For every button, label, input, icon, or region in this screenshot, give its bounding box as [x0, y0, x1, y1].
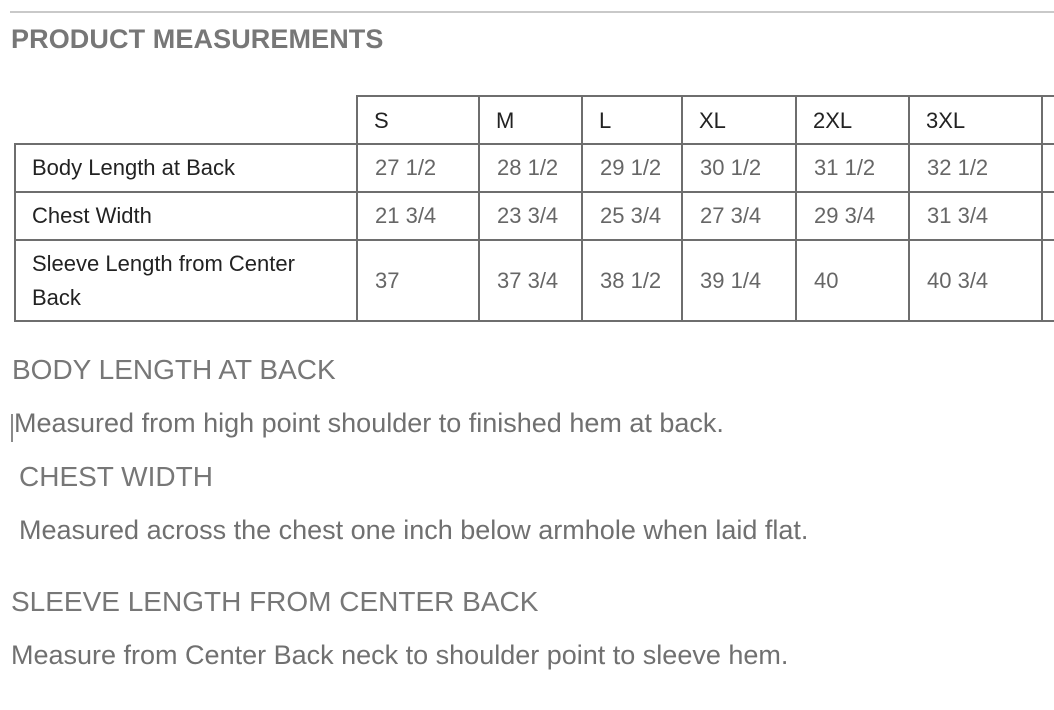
text-cursor — [11, 414, 13, 442]
table-cell: 27 1/2 — [375, 155, 437, 180]
size-header-3xl: 3XL — [926, 107, 966, 133]
section-heading-chest-width: CHEST WIDTH — [19, 461, 213, 492]
size-header-2xl: 2XL — [813, 107, 853, 133]
table-cell: 31 3/4 — [927, 203, 989, 228]
table-cell: 27 3/4 — [700, 203, 762, 228]
table-cell: 39 1/4 — [700, 267, 762, 293]
size-header-m: M — [496, 107, 515, 133]
table-cell: 38 1/2 — [600, 267, 662, 293]
table-cell: 40 — [814, 267, 839, 293]
table-cell: 31 1/2 — [814, 155, 876, 180]
measurements-table — [0, 0, 1054, 330]
size-header-l: L — [599, 107, 612, 133]
table-cell: 32 1/2 — [927, 155, 989, 180]
row-label-sleeve-length: Sleeve Length from Center Back — [32, 251, 295, 310]
table-cell: 29 1/2 — [600, 155, 662, 180]
table-cell: 37 3/4 — [497, 267, 559, 293]
row-label-body-length: Body Length at Back — [32, 155, 236, 180]
section-heading-body-length: BODY LENGTH AT BACK — [12, 354, 336, 385]
section-text-body-length: Measured from high point shoulder to finished hem at back. — [14, 408, 724, 438]
table-cell: 29 3/4 — [814, 203, 876, 228]
section-text-chest-width: Measured across the chest one inch below armhole when laid flat. — [19, 515, 809, 545]
size-header-xl: XL — [699, 107, 726, 133]
table-cell: 40 3/4 — [927, 267, 989, 293]
table-cell: 21 3/4 — [375, 203, 437, 228]
section-heading-sleeve-length: SLEEVE LENGTH FROM CENTER BACK — [11, 586, 539, 617]
page-title: PRODUCT MEASUREMENTS — [11, 24, 384, 54]
size-header-s: S — [374, 107, 389, 133]
section-text-sleeve-length: Measure from Center Back neck to shoulder point to sleeve hem. — [11, 640, 789, 670]
row-label-chest-width: Chest Width — [32, 203, 152, 228]
table-cell: 25 3/4 — [600, 203, 662, 228]
table-cell: 37 — [375, 267, 400, 293]
table-grid-line — [14, 320, 1054, 322]
table-grid-line — [1041, 95, 1043, 322]
table-cell: 23 3/4 — [497, 203, 559, 228]
table-cell: 28 1/2 — [497, 155, 559, 180]
table-cell: 30 1/2 — [700, 155, 762, 180]
